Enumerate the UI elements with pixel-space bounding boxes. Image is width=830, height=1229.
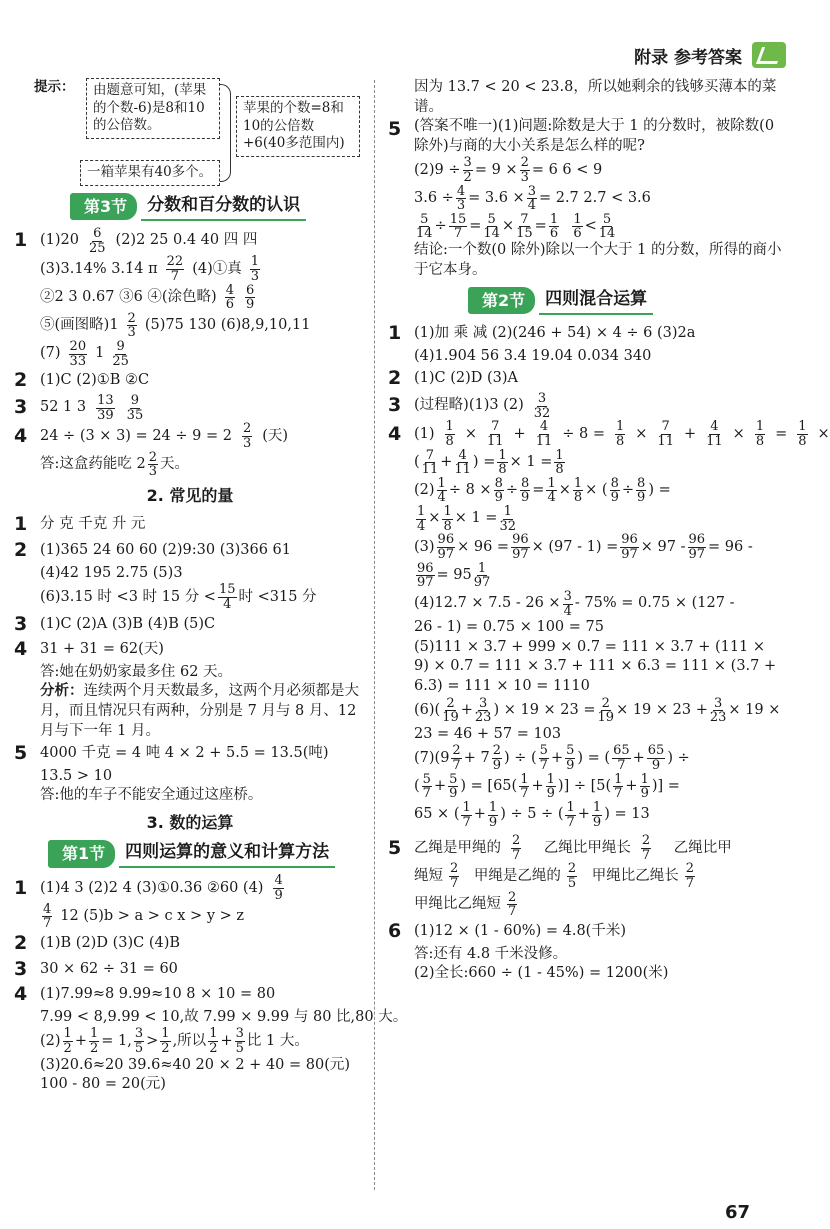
- answer-row: 答:还有 4.8 千米没修。: [414, 945, 568, 962]
- answer-row: (3)3.14% 3.1̇4̇ π $\frac{22}{7}$ (4)①真 $\frac{1}{3}$: [40, 254, 260, 284]
- section-2-heading: [468, 286, 786, 315]
- hint-box-2: 苹果的个数=8和10的公倍数+6(40多范围内): [236, 96, 360, 157]
- page-number: 67: [724, 1202, 750, 1223]
- answer-row: 答:这盒药能吃 2 $\frac{2}{3}$ 天。: [40, 449, 190, 480]
- answer-row: 100 - 80 = 20(元): [40, 1076, 166, 1093]
- answer-row: 答:他的车子不能安全通过这座桥。: [40, 787, 263, 804]
- section-1-heading: [48, 839, 366, 868]
- answer-row: 4 (1) $\frac{1}{8}$ × $\frac{7}{11}$ + $\frac{4}{11}$ ÷ 8 = $\frac{1}{8}$ × $\frac{7}{11}$ + $\frac{4}{11}$ × $\frac{1}{8}$ = $\frac{1}{8}$ ×: [388, 419, 830, 449]
- chapter-2-title: 2. 常见的量: [146, 485, 234, 505]
- answer-row: 2 (1)365 24 60 60 (2)9:30 (3)366 61: [14, 539, 291, 562]
- answer-row: 6.3) = 111 × 10 = 1110: [414, 677, 590, 694]
- answer-row: 4 (1)7.99≈8 9.99≈10 8 × 10 = 80: [14, 983, 276, 1006]
- answer-row: ( $\frac{5}{7}$ + $\frac{5}{9}$ ) = [65( $\frac{1}{7}$ + $\frac{1}{9}$ )] ÷ [5( $\frac{1}{7}$ + $\frac{1}{9}$ )] =: [414, 771, 680, 802]
- answer-row: (3)20.6≈20 39.6≈40 20 × 2 + 40 = 80(元): [40, 1056, 351, 1073]
- answer-row: 因为 13.7 < 20 < 23.8，所以她剩余的钱够买薄本的菜谱。: [414, 79, 777, 115]
- answer-row: (5)111 × 3.7 + 999 × 0.7 = 111 × 3.7 + (111 ×: [414, 638, 766, 655]
- hint-label: 提示：: [34, 79, 75, 95]
- page-header: [634, 40, 786, 70]
- answer-row: 23 = 46 + 57 = 103: [414, 725, 562, 742]
- left-column: [14, 78, 408, 1095]
- chapter-3-title: 3. 数的运算: [146, 812, 234, 832]
- book-logo-icon: [752, 42, 786, 68]
- answer-row: 1 (1)加 乘 减 (2)(246 + 54) × 4 ÷ 6 (3)2a: [388, 322, 696, 345]
- answer-row: 2 (1)C (2)D (3)A: [388, 367, 519, 390]
- answer-row: (6)( $\frac{2}{19}$ + $\frac{3}{23}$ ) × 19 × 23 = $\frac{2}{19}$ × 19 × 23 + $\frac{3}{23}$ × 19 ×: [414, 695, 781, 726]
- answer-row: (2)全长:660 ÷ (1 - 45%) = 1200(米): [414, 965, 669, 982]
- hint-box-1: 由题意可知，(苹果的个数-6)是8和10的公倍数。: [86, 78, 220, 139]
- answer-row: ⑤(画图略)1 $\frac{2}{3}$ (5)75 130 (6)8,9,10,11: [40, 310, 311, 341]
- answer-row: 5 乙绳是甲绳的 $\frac{2}{7}$ 乙绳比甲绳长 $\frac{2}{7}$ 乙绳比甲: [388, 833, 732, 863]
- answer-row: 结论:一个数(0 除外)除以一个大于 1 的分数，所得的商小于它本身。: [414, 242, 782, 278]
- answer-row: 1 (1)20 $\frac{6}{25}$ (2)2 25 0.4 40 四 四: [14, 225, 258, 256]
- answer-row: 26 - 1) = 0.75 × 100 = 75: [414, 619, 604, 636]
- answer-row: 13.5 > 10: [40, 767, 113, 784]
- answer-row: $\frac{96}{97}$ = 95 $\frac{1}{97}$: [417, 560, 491, 591]
- section-badge: 第1节: [48, 840, 115, 868]
- answer-row: 4 24 ÷ (3 × 3) = 24 ÷ 9 = 2 $\frac{2}{3}$ (天): [14, 421, 289, 451]
- answer-row: 3 (过程略)(1)3 (2) $\frac{3}{32}$: [388, 391, 551, 421]
- answer-row: $\frac{5}{14}$ ÷ $\frac{15}{7}$ = $\frac{5}{14}$ × $\frac{7}{15}$ = $\frac{1}{6}$ $\frac{1}{6}$ < $\frac{5}{14}$: [416, 211, 616, 242]
- right-column: [388, 78, 830, 984]
- answer-row: 1 分 克 千克 升 元: [14, 513, 146, 536]
- answer-row: 3 30 × 62 ÷ 31 = 60: [14, 957, 178, 980]
- answer-row: 2 (1)B (2)D (3)C (4)B: [14, 931, 181, 954]
- section-title: 四则运算的意义和计算方法: [119, 839, 335, 868]
- answer-row: 2 (1)C (2)①B ②C: [14, 369, 150, 392]
- section-3-heading: [70, 192, 366, 221]
- answer-row: (2) $\frac{1}{4}$ ÷ 8 × $\frac{8}{9}$ ÷ $\frac{8}{9}$ = $\frac{1}{4}$ × $\frac{1}{8}$ × ( $\frac{8}{9}$ ÷ $\frac{8}{9}$ ) =: [414, 475, 671, 506]
- answer-row: 5 (答案不唯一)(1)问题:除数是大于 1 的分数时，被除数(0 除外)与商的大小关系是怎么样的呢?: [388, 118, 775, 154]
- answer-row: 5 4000 千克 = 4 吨 4 × 2 + 5.5 = 13.5(吨): [14, 742, 329, 765]
- answer-row: 65 × ( $\frac{1}{7}$ + $\frac{1}{9}$ ) ÷ 5 ÷ ( $\frac{1}{7}$ + $\frac{1}{9}$ ) = 13: [414, 799, 650, 830]
- section-title: 四则混合运算: [539, 286, 653, 315]
- brace-icon: [220, 84, 231, 182]
- answer-row: (7) $\frac{20}{33}$ 1 $\frac{9}{25}$: [40, 339, 129, 369]
- answer-row: ( $\frac{7}{11}$ + $\frac{4}{11}$ ) = $\frac{1}{8}$ × 1 = $\frac{1}{8}$: [414, 447, 564, 478]
- answer-row: (4)12.7 × 7.5 - 26 × $\frac{3}{4}$ - 75% = 0.75 × (127 -: [414, 588, 735, 619]
- answer-row: 3.6 ÷ $\frac{4}{3}$ = 3.6 × $\frac{3}{4}$ = 2.7 2.7 < 3.6: [414, 183, 651, 214]
- section-badge: 第3节: [70, 193, 137, 221]
- answer-row: $\frac{4}{7}$ 12 (5)b > a > c x > y > z: [43, 901, 245, 932]
- answer-row: ②2 3 0.67 ③6 ④(涂色略) $\frac{4}{6}$ $\frac{6}{9}$: [40, 282, 255, 313]
- answer-row: 1 (1)4 3 (2)2 4 (3)①0.36 ②60 (4) $\frac{4}{9}$: [14, 873, 283, 904]
- answer-row: 6 (1)12 × (1 - 60%) = 4.8(千米): [388, 920, 626, 943]
- answer-row: 甲绳比乙绳短 $\frac{2}{7}$: [414, 889, 517, 920]
- answer-row: (7)(9 $\frac{2}{7}$ + 7 $\frac{2}{9}$ ) ÷ ( $\frac{5}{7}$ + $\frac{5}{9}$ ) = ( $\frac{65}{7}$ + $\frac{65}{9}$ ) ÷: [414, 743, 690, 773]
- answer-row: (6)3.15 时 <3 时 15 分 < $\frac{15}{4}$ 时 <315 分: [40, 582, 317, 612]
- answer-row: (3) $\frac{96}{97}$ × 96 = $\frac{96}{97}$ × (97 - 1) = $\frac{96}{97}$ × 97 - $\frac{96}{97}$ = 96 -: [414, 532, 753, 563]
- header-title: 附录 参考答案: [634, 47, 742, 68]
- hint-box-3: 一箱苹果有40多个。: [80, 160, 220, 186]
- section-title: 分数和百分数的认识: [141, 192, 306, 221]
- answer-row: $\frac{1}{4}$ × $\frac{1}{8}$ × 1 = $\frac{1}{32}$: [417, 504, 517, 534]
- answer-row: (4)1.904 56 3.4 19.04 0.034 340: [414, 347, 652, 364]
- answer-row: (4)42 195 2.75 (5)3: [40, 564, 183, 581]
- analysis-note: 分析：连续两个月天数最多，这两个月必须都是大月，而且情况只有两种，分别是 7 月与 8 月、12 月与下一年 1 月。: [40, 683, 359, 739]
- answer-row: 绳短 $\frac{2}{7}$ 甲绳是乙绳的 $\frac{2}{5}$ 甲绳比乙绳长 $\frac{2}{7}$: [414, 861, 695, 892]
- answer-row: 答:她在奶奶家最多住 62 天。: [40, 663, 233, 680]
- answer-row: 4 31 + 31 = 62(天): [14, 638, 164, 661]
- answer-row: 3 52 1 3 $\frac{13}{39}$ $\frac{9}{35}$: [14, 392, 144, 423]
- answer-row: 9) × 0.7 = 111 × 3.7 + 111 × 6.3 = 111 × (3.7 +: [414, 658, 777, 675]
- answer-row: 3 (1)C (2)A (3)B (4)B (5)C: [14, 612, 216, 635]
- hint-block: [14, 78, 366, 186]
- answer-row: 7.99 < 8,9.99 < 10,故 7.99 × 9.99 与 80 比,80 大。: [40, 1008, 408, 1025]
- answer-row: (2) $\frac{1}{2}$ + $\frac{1}{2}$ = 1, $\frac{3}{5}$ > $\frac{1}{2}$ ,所以 $\frac{1}{2}$ + $\frac{3}{5}$ 比 1 大。: [40, 1026, 309, 1057]
- section-badge: 第2节: [468, 287, 535, 315]
- answer-row: (2)9 ÷ $\frac{3}{2}$ = 9 × $\frac{2}{3}$ = 6 6 < 9: [414, 155, 603, 185]
